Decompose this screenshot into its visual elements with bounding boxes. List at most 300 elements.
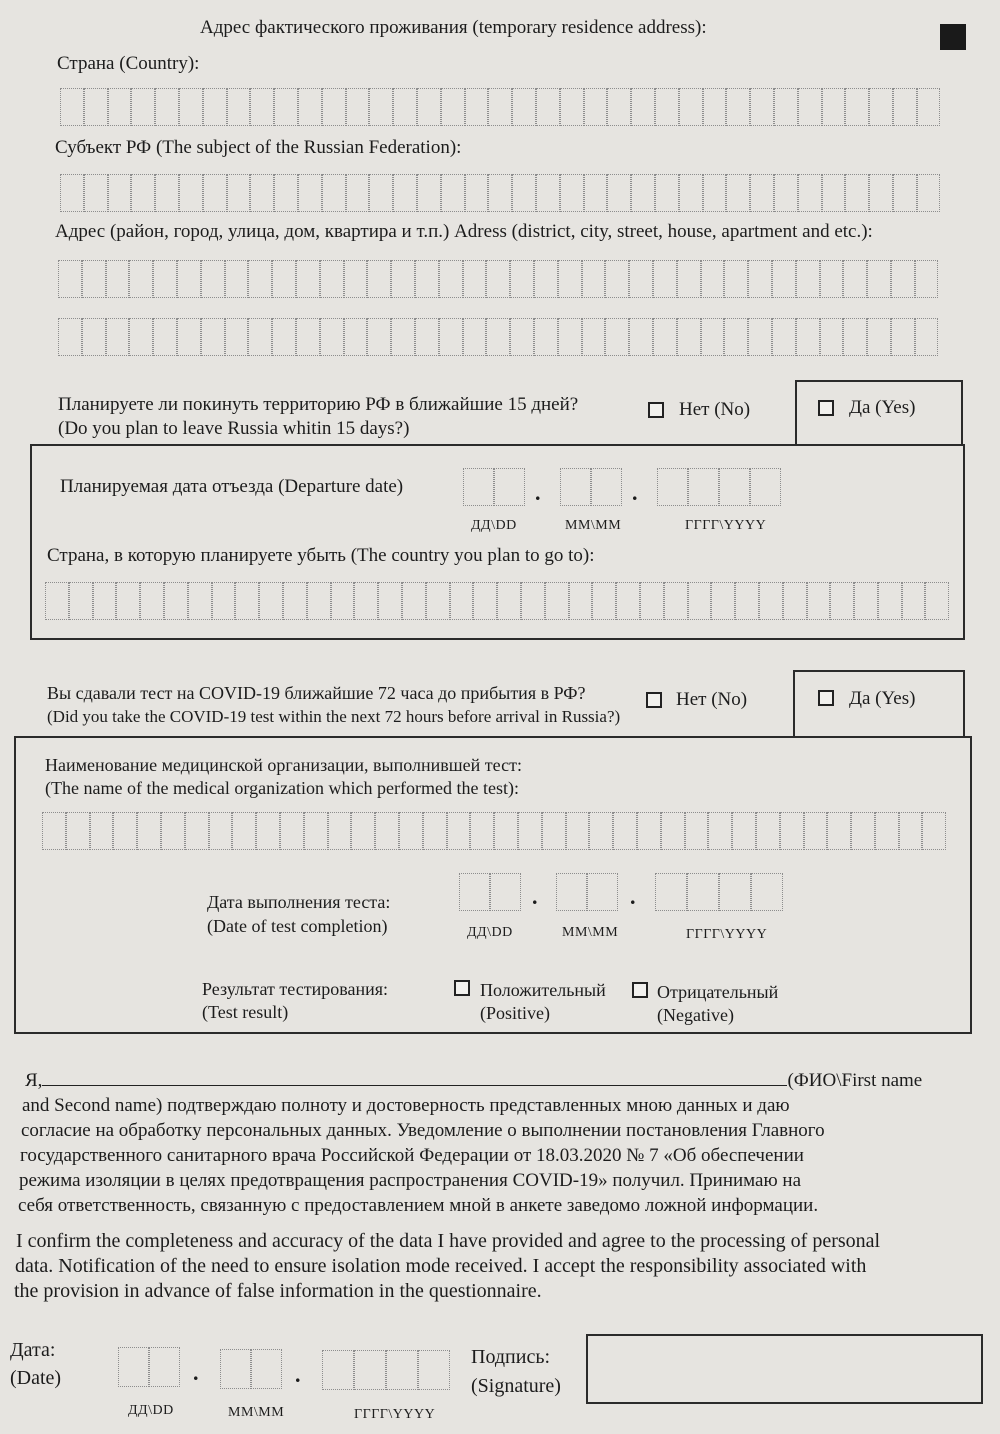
letter-cell[interactable] [322,88,346,126]
letter-cell[interactable] [772,318,796,356]
letter-cell[interactable] [155,174,179,212]
letter-cell[interactable] [701,318,725,356]
org-label-en: (The name of the medical organization which performed the test): [45,778,519,798]
letter-cell[interactable] [719,873,751,911]
letter-cell[interactable] [84,174,108,212]
footer-mm[interactable] [220,1349,282,1389]
letter-cell[interactable] [845,174,869,212]
letter-cell[interactable] [209,812,233,850]
letter-cell[interactable] [558,260,582,298]
letter-cell[interactable] [320,318,344,356]
letter-cell[interactable] [82,260,106,298]
letter-cell[interactable] [854,582,878,620]
letter-cell[interactable] [679,174,703,212]
letter-cell[interactable] [703,88,727,126]
letter-cell[interactable] [719,468,750,506]
leave-yes-checkbox[interactable] [818,400,834,416]
letter-cell[interactable] [232,812,256,850]
letter-cell[interactable] [486,318,510,356]
letter-cell[interactable] [131,174,155,212]
letter-cell[interactable] [494,468,525,506]
letter-cell[interactable] [296,318,320,356]
letter-cell[interactable] [225,260,249,298]
letter-cell[interactable] [494,812,518,850]
letter-cell[interactable] [344,260,368,298]
letter-cell[interactable] [917,174,941,212]
letter-cell[interactable] [346,88,370,126]
letter-cell[interactable] [250,88,274,126]
letter-cell[interactable] [915,260,939,298]
letter-cell[interactable] [556,873,587,911]
letter-cell[interactable] [605,318,629,356]
departure-dd[interactable] [463,468,525,506]
letter-cell[interactable] [322,174,346,212]
fio-line[interactable] [42,1069,787,1086]
declaration-ru-1: and Second name) подтверждаю полноту и достоверность представленных мною данных и даю [22,1095,790,1116]
letter-cell[interactable] [108,88,132,126]
letter-cell[interactable] [822,174,846,212]
letter-cell[interactable] [677,260,701,298]
letter-cell[interactable] [369,174,393,212]
letter-cell[interactable] [354,582,378,620]
letter-cell[interactable] [560,174,584,212]
letter-cell[interactable] [867,260,891,298]
letter-cell[interactable] [679,88,703,126]
letter-cell[interactable] [820,260,844,298]
declaration-en-2: data. Notification of the need to ensure isolation mode received. I accept the responsibility associated with [15,1255,867,1277]
org-field[interactable] [42,812,946,850]
letter-cell[interactable] [283,582,307,620]
address-label: Адрес (район, город, улица, дом, квартира и т.п.) Adress (district, city, street, house, apartment and etc.): [55,221,873,242]
letter-cell[interactable] [450,582,474,620]
letter-cell[interactable] [60,174,84,212]
letter-cell[interactable] [536,88,560,126]
letter-cell[interactable] [129,318,153,356]
letter-cell[interactable] [701,260,725,298]
letter-cell[interactable] [772,260,796,298]
letter-cell[interactable] [748,260,772,298]
letter-cell[interactable] [558,318,582,356]
letter-cell[interactable] [106,318,130,356]
letter-cell[interactable] [560,468,591,506]
footer-date-label-en: (Date) [10,1367,62,1389]
letter-cell[interactable] [657,468,688,506]
letter-cell[interactable] [677,318,701,356]
letter-cell[interactable] [393,88,417,126]
letter-cell[interactable] [220,1349,251,1389]
positive-label-en: (Positive) [480,1003,550,1023]
test-date-label-en: (Date of test completion) [207,916,388,936]
letter-cell[interactable] [703,174,727,212]
letter-cell[interactable] [804,812,828,850]
declaration-ru-2: согласие на обработку персональных данных. Уведомление о выполнении постановления Главного [21,1120,825,1141]
letter-cell[interactable] [153,318,177,356]
address-field-line-1[interactable] [58,260,938,298]
letter-cell[interactable] [488,174,512,212]
letter-cell[interactable] [750,88,774,126]
letter-cell[interactable] [796,260,820,298]
letter-cell[interactable] [711,582,735,620]
letter-cell[interactable] [688,468,719,506]
letter-cell[interactable] [131,88,155,126]
letter-cell[interactable] [488,88,512,126]
letter-cell[interactable] [807,582,831,620]
letter-cell[interactable] [42,812,66,850]
letter-cell[interactable] [845,88,869,126]
letter-cell[interactable] [875,812,899,850]
letter-cell[interactable] [307,582,331,620]
letter-cell[interactable] [391,318,415,356]
letter-cell[interactable] [177,260,201,298]
letter-cell[interactable] [203,88,227,126]
letter-cell[interactable] [149,1347,180,1387]
letter-cell[interactable] [486,260,510,298]
test-yyyy[interactable] [655,873,783,911]
letter-cell[interactable] [750,468,781,506]
letter-cell[interactable] [248,318,272,356]
letter-cell[interactable] [748,318,772,356]
letter-cell[interactable] [90,812,114,850]
letter-cell[interactable] [459,873,490,911]
letter-cell[interactable] [629,318,653,356]
letter-cell[interactable] [463,468,494,506]
letter-cell[interactable] [248,260,272,298]
letter-cell[interactable] [153,260,177,298]
letter-cell[interactable] [378,582,402,620]
letter-cell[interactable] [587,873,618,911]
letter-cell[interactable] [878,582,902,620]
leave-question-en: (Do you plan to leave Russia whitin 15 days?) [58,418,410,439]
letter-cell[interactable] [344,318,368,356]
letter-cell[interactable] [629,260,653,298]
letter-cell[interactable] [631,174,655,212]
letter-cell[interactable] [655,873,687,911]
letter-cell[interactable] [534,318,558,356]
covid-no-label: Нет (No) [676,689,748,710]
address-field-line-2[interactable] [58,318,938,356]
letter-cell[interactable] [607,88,631,126]
letter-cell[interactable] [534,260,558,298]
letter-cell[interactable] [869,174,893,212]
letter-cell[interactable] [661,812,685,850]
letter-cell[interactable] [518,812,542,850]
date-separator: . [532,884,538,909]
declaration-ru-4: режима изоляции в целях предотвращения распространения COVID-19» получил. Принимаю на [19,1170,802,1191]
letter-cell[interactable] [512,174,536,212]
letter-cell[interactable] [922,812,946,850]
letter-cell[interactable] [45,582,69,620]
departure-mm[interactable] [560,468,622,506]
letter-cell[interactable] [759,582,783,620]
letter-cell[interactable] [259,582,283,620]
letter-cell[interactable] [653,318,677,356]
footer-yyyy[interactable] [322,1350,450,1390]
letter-cell[interactable] [584,174,608,212]
letter-cell[interactable] [201,318,225,356]
letter-cell[interactable] [118,1347,149,1387]
letter-cell[interactable] [735,582,759,620]
letter-cell[interactable] [473,582,497,620]
letter-cell[interactable] [891,260,915,298]
letter-cell[interactable] [925,582,949,620]
letter-cell[interactable] [521,582,545,620]
letter-cell[interactable] [685,812,709,850]
letter-cell[interactable] [591,468,622,506]
letter-cell[interactable] [426,582,450,620]
letter-cell[interactable] [490,873,521,911]
letter-cell[interactable] [423,812,447,850]
letter-cell[interactable] [542,812,566,850]
letter-cell[interactable] [155,88,179,126]
letter-cell[interactable] [899,812,923,850]
letter-cell[interactable] [510,318,534,356]
letter-cell[interactable] [917,88,941,126]
letter-cell[interactable] [796,318,820,356]
dd-caption: ДД\DD [471,518,517,533]
letter-cell[interactable] [447,812,471,850]
letter-cell[interactable] [726,88,750,126]
letter-cell[interactable] [418,1350,450,1390]
letter-cell[interactable] [402,582,426,620]
letter-cell[interactable] [298,88,322,126]
letter-cell[interactable] [613,812,637,850]
letter-cell[interactable] [227,174,251,212]
letter-cell[interactable] [58,260,82,298]
leave-no-label: Нет (No) [679,399,751,420]
letter-cell[interactable] [272,260,296,298]
letter-cell[interactable] [304,812,328,850]
letter-cell[interactable] [827,812,851,850]
covid-no-checkbox[interactable] [646,692,662,708]
letter-cell[interactable] [82,318,106,356]
letter-cell[interactable] [417,174,441,212]
letter-cell[interactable] [161,812,185,850]
letter-cell[interactable] [137,812,161,850]
letter-cell[interactable] [179,88,203,126]
letter-cell[interactable] [915,318,939,356]
letter-cell[interactable] [331,582,355,620]
letter-cell[interactable] [589,812,613,850]
letter-cell[interactable] [902,582,926,620]
letter-cell[interactable] [367,260,391,298]
letter-cell[interactable] [415,318,439,356]
letter-cell[interactable] [607,174,631,212]
test-mm[interactable] [556,873,618,911]
letter-cell[interactable] [798,88,822,126]
letter-cell[interactable] [869,88,893,126]
letter-cell[interactable] [569,582,593,620]
letter-cell[interactable] [113,812,137,850]
letter-cell[interactable] [84,88,108,126]
letter-cell[interactable] [212,582,236,620]
letter-cell[interactable] [108,174,132,212]
letter-cell[interactable] [783,582,807,620]
country-label: Страна (Country): [57,53,200,74]
declaration-prefix: Я, [25,1070,43,1091]
leave-yes-label: Да (Yes) [849,397,916,418]
letter-cell[interactable] [843,260,867,298]
letter-cell[interactable] [106,260,130,298]
letter-cell[interactable] [605,260,629,298]
letter-cell[interactable] [386,1350,418,1390]
declaration-en-1: I confirm the completeness and accuracy of the data I have provided and agree to the processing of personal [16,1230,881,1252]
letter-cell[interactable] [399,812,423,850]
letter-cell[interactable] [417,88,441,126]
letter-cell[interactable] [465,174,489,212]
letter-cell[interactable] [830,582,854,620]
letter-cell[interactable] [369,88,393,126]
letter-cell[interactable] [320,260,344,298]
subject-field[interactable] [60,174,940,212]
letter-cell[interactable] [66,812,90,850]
test-dd[interactable] [459,873,521,911]
letter-cell[interactable] [439,260,463,298]
letter-cell[interactable] [251,1349,282,1389]
letter-cell[interactable] [441,88,465,126]
date-separator: . [295,1362,301,1387]
letter-cell[interactable] [227,88,251,126]
date-separator: . [632,480,638,505]
letter-cell[interactable] [463,318,487,356]
letter-cell[interactable] [616,582,640,620]
letter-cell[interactable] [298,174,322,212]
destination-country-field[interactable] [45,582,949,620]
letter-cell[interactable] [328,812,352,850]
letter-cell[interactable] [439,318,463,356]
dd-caption: ДД\DD [128,1403,174,1418]
letter-cell[interactable] [201,260,225,298]
letter-cell[interactable] [188,582,212,620]
letter-cell[interactable] [512,88,536,126]
letter-cell[interactable] [177,318,201,356]
letter-cell[interactable] [655,88,679,126]
declaration-en-3: the provision in advance of false information in the questionnaire. [14,1280,542,1302]
letter-cell[interactable] [664,582,688,620]
letter-cell[interactable] [655,174,679,212]
signature-box[interactable] [586,1334,983,1404]
letter-cell[interactable] [354,1350,386,1390]
letter-cell[interactable] [367,318,391,356]
letter-cell[interactable] [346,174,370,212]
letter-cell[interactable] [272,318,296,356]
letter-cell[interactable] [582,318,606,356]
letter-cell[interactable] [250,174,274,212]
letter-cell[interactable] [140,582,164,620]
letter-cell[interactable] [582,260,606,298]
result-label-ru: Результат тестирования: [202,979,388,999]
letter-cell[interactable] [780,812,804,850]
letter-cell[interactable] [129,260,153,298]
letter-cell[interactable] [631,88,655,126]
letter-cell[interactable] [724,318,748,356]
letter-cell[interactable] [58,318,82,356]
letter-cell[interactable] [891,318,915,356]
letter-cell[interactable] [756,812,780,850]
letter-cell[interactable] [637,812,661,850]
letter-cell[interactable] [393,174,417,212]
letter-cell[interactable] [843,318,867,356]
letter-cell[interactable] [536,174,560,212]
letter-cell[interactable] [465,88,489,126]
letter-cell[interactable] [751,873,783,911]
negative-label-en: (Negative) [657,1005,734,1025]
letter-cell[interactable] [750,174,774,212]
declaration-fio-label: (ФИО\First name [787,1070,923,1091]
letter-cell[interactable] [726,174,750,212]
letter-cell[interactable] [391,260,415,298]
letter-cell[interactable] [274,88,298,126]
letter-cell[interactable] [415,260,439,298]
letter-cell[interactable] [179,174,203,212]
letter-cell[interactable] [225,318,249,356]
letter-cell[interactable] [732,812,756,850]
letter-cell[interactable] [93,582,117,620]
letter-cell[interactable] [724,260,748,298]
letter-cell[interactable] [274,174,298,212]
footer-dd[interactable] [118,1347,180,1387]
letter-cell[interactable] [708,812,732,850]
letter-cell[interactable] [185,812,209,850]
letter-cell[interactable] [69,582,93,620]
country-field[interactable] [60,88,940,126]
letter-cell[interactable] [441,174,465,212]
covid-yes-checkbox[interactable] [818,690,834,706]
yyyy-caption: ГГГГ\YYYY [354,1407,436,1422]
letter-cell[interactable] [375,812,399,850]
departure-yyyy[interactable] [657,468,781,506]
letter-cell[interactable] [893,88,917,126]
letter-cell[interactable] [584,88,608,126]
letter-cell[interactable] [688,582,712,620]
letter-cell[interactable] [640,582,664,620]
letter-cell[interactable] [566,812,590,850]
letter-cell[interactable] [560,88,584,126]
letter-cell[interactable] [687,873,719,911]
footer-date-label-ru: Дата: [10,1339,56,1361]
letter-cell[interactable] [497,582,521,620]
mm-caption: ММ\MM [228,1405,285,1420]
letter-cell[interactable] [470,812,494,850]
leave-no-checkbox[interactable] [648,402,664,418]
letter-cell[interactable] [322,1350,354,1390]
letter-cell[interactable] [851,812,875,850]
positive-checkbox[interactable] [454,980,470,996]
letter-cell[interactable] [280,812,304,850]
letter-cell[interactable] [164,582,188,620]
letter-cell[interactable] [774,88,798,126]
letter-cell[interactable] [545,582,569,620]
letter-cell[interactable] [256,812,280,850]
letter-cell[interactable] [60,88,84,126]
letter-cell[interactable] [820,318,844,356]
letter-cell[interactable] [463,260,487,298]
letter-cell[interactable] [116,582,140,620]
letter-cell[interactable] [653,260,677,298]
letter-cell[interactable] [867,318,891,356]
letter-cell[interactable] [893,174,917,212]
destination-country-label: Страна, в которую планируете убыть (The country you plan to go to): [47,545,595,566]
letter-cell[interactable] [296,260,320,298]
negative-checkbox[interactable] [632,982,648,998]
letter-cell[interactable] [774,174,798,212]
letter-cell[interactable] [510,260,534,298]
letter-cell[interactable] [351,812,375,850]
letter-cell[interactable] [203,174,227,212]
letter-cell[interactable] [798,174,822,212]
letter-cell[interactable] [822,88,846,126]
letter-cell[interactable] [235,582,259,620]
letter-cell[interactable] [592,582,616,620]
